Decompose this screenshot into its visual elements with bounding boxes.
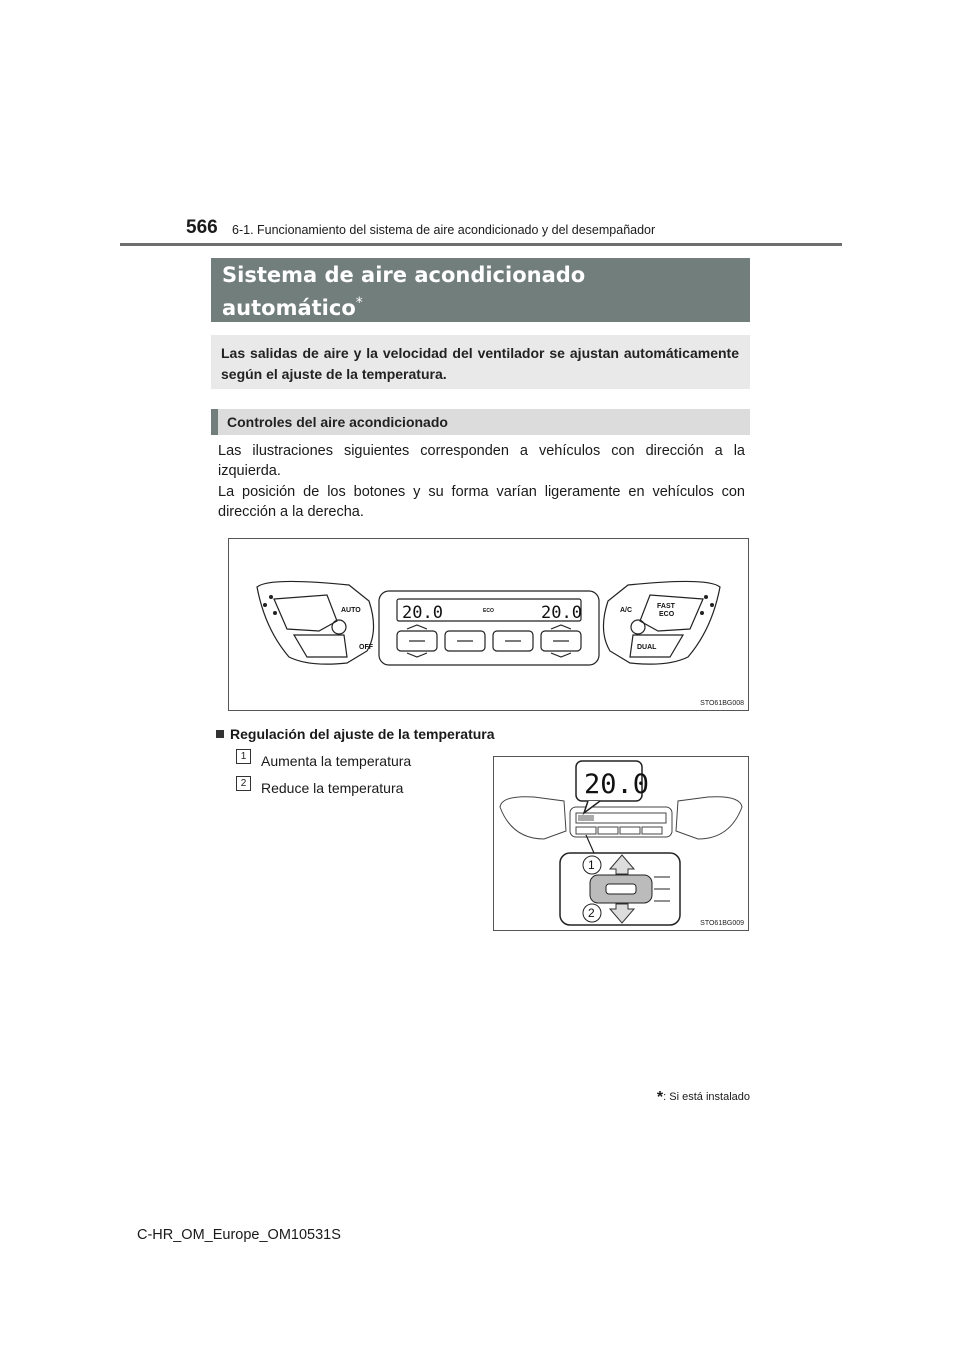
intro-box bbox=[211, 335, 750, 389]
eco-indicator-label: ECO bbox=[483, 608, 494, 614]
item-1-text: Aumenta la temperatura bbox=[261, 753, 412, 769]
header-rule bbox=[120, 243, 842, 246]
subheading-bar bbox=[211, 409, 218, 435]
section-header: 6-1. Funcionamiento del sistema de aire acondicionado y del desempañador bbox=[232, 223, 656, 237]
paragraph-1: Las ilustraciones siguientes corresponden a vehículos con dirección a la izquierda. bbox=[218, 443, 745, 479]
footnote-text: : Si está instalado bbox=[663, 1091, 750, 1103]
title-line-1: Sistema de aire acondicionado bbox=[222, 263, 586, 287]
sub-topic-heading bbox=[216, 726, 495, 742]
auto-button-label: AUTO bbox=[341, 607, 361, 614]
title-asterisk: * bbox=[355, 295, 363, 311]
item-2-number: 2 bbox=[236, 776, 251, 791]
item-1-number: 1 bbox=[236, 749, 251, 764]
square-bullet-icon bbox=[216, 730, 224, 738]
figure-2-code: STO61BG009 bbox=[700, 920, 744, 927]
left-temp-readout: 20.0 bbox=[402, 603, 443, 623]
callout-1: 1 bbox=[588, 858, 595, 872]
page-number: 566 bbox=[186, 217, 218, 238]
title-box bbox=[211, 258, 750, 322]
footnote-asterisk: * bbox=[656, 1089, 664, 1106]
climate-panel-figure bbox=[228, 538, 749, 711]
right-temp-readout: 20.0 bbox=[541, 603, 582, 623]
fast-button-label: FAST bbox=[657, 603, 675, 610]
fast-eco-button-label: ECO bbox=[659, 611, 675, 618]
ac-button-label: A/C bbox=[620, 607, 633, 614]
footer-document-id: C-HR_OM_Europe_OM10531S bbox=[137, 1227, 341, 1243]
temperature-adjust-figure bbox=[493, 756, 749, 931]
off-button-label: OFF bbox=[359, 644, 373, 651]
dual-button-label: DUAL bbox=[637, 644, 657, 651]
subheading-box bbox=[211, 409, 750, 435]
page-title bbox=[222, 261, 585, 322]
callout-2: 2 bbox=[588, 906, 595, 920]
item-2-text: Reduce la temperatura bbox=[261, 780, 404, 796]
footnote bbox=[657, 1089, 750, 1107]
figure-1-code: STO61BG008 bbox=[700, 700, 744, 707]
zoomed-temp-readout: 20.0 bbox=[584, 769, 650, 800]
subheading: Controles del aire acondicionado bbox=[227, 414, 448, 430]
intro-text: Las salidas de aire y la velocidad del ventilador se ajustan automáticamente según el ajuste de la temperatura. bbox=[221, 345, 739, 382]
sub-topic-text: Regulación del ajuste de la temperatura bbox=[230, 726, 495, 742]
climate-panel-illustration bbox=[229, 539, 748, 710]
temperature-adjust-illustration bbox=[494, 757, 748, 930]
title-line-2: automático bbox=[222, 296, 356, 320]
paragraph-2: La posición de los botones y su forma varían ligeramente en vehículos con dirección a la derecha. bbox=[218, 484, 745, 520]
